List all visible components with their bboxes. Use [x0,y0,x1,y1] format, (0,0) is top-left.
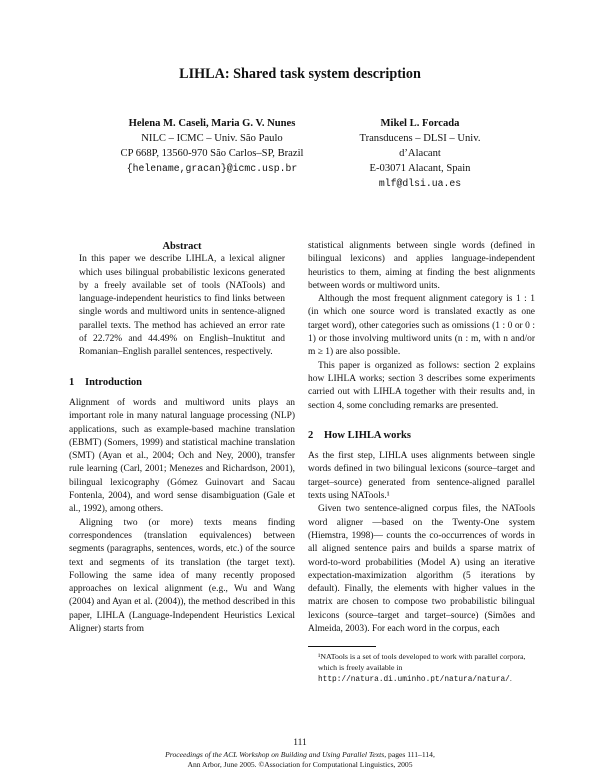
author-name: Helena M. Caseli, Maria G. V. Nunes [128,118,296,129]
paragraph: Although the most frequent alignment category is 1 : 1 (in which one source word is translated exactly as one target word), other categories such as omissions (1 : 0 or 0 : 1) or those involving multiword units (n : m, with n and/or m ≥ 1) are also possible. [308,294,535,358]
section-title: How LIHLA works [324,429,411,441]
page-number: 111 [293,738,307,748]
paragraph: Aligning two (or more) texts means finding correspondences (translation equivalences) between segments (paragraphs, sentences, words, etc.) of the source text and segments of its translation (the target text). Following the same idea of many recently proposed approaches on lexical alignment (e.g., Wu and Wang (2004) and Ayan et al. (2004)), the method described in this paper, LIHLA (Language-Independent Heuristics Lexical Aligner) starts from [69,517,295,635]
section-title: Introduction [85,376,142,388]
footnote-text: ¹NATools is a set of tools developed to work with parallel corpora, which is freely available in [318,652,526,673]
paragraph: statistical alignments between single words (defined in bilingual lexicons) and applies language-independent heuristics to them, aiming at finding the best alignments between words or multiword units. [308,241,535,291]
left-column [69,240,295,636]
author-address: E-03071 Alacant, Spain [369,163,471,174]
paragraph: Given two sentence-aligned corpus files, the NATools word aligner —based on the Twenty-One system (Hiemstra, 1998)— counts the co-occurrences of words in all aligned sentence pairs and builds a sparse matrix of word-to-word probabilities (Model A) using an iterative expectation-maximization algorithm (5 iterations by default). Finally, the elements with higher values in the matrix are chosen to compose two probabilistic bilingual lexicons (source–target and target–source) (Simões and Almeida, 2003). For each word in the corpus, each [308,504,535,635]
paper-title: LIHLA: Shared task system description [179,66,421,82]
author-block-left [106,116,318,176]
paragraph: This paper is organized as follows: section 2 explains how LIHLA works; section 3 describes some experiments carried out with LIHLA together with their results and, in section 4, some concluding remarks are presented. [308,360,535,411]
paragraph: Alignment of words and multiword units plays an important role in many natural language processing (NLP) applications, such as example-based machine translation (EBMT) (Somers, 1999) and statistical machine translation (SMT) (Ayan et al., 2004; Och and Ney, 2000), transfer rule learning (Carl, 2001; Menezes and Richardson, 2001), bilingual lexicography (Gómez Guinovart and Sacau Fontenla, 2004), and word sense disambiguation (Gale et al., 1992), among others. [69,397,295,515]
section-heading [308,429,535,442]
author-affiliation: Transducens – DLSI – Univ. d’Alacant [359,133,481,159]
proceedings-pages: , pages 111–114, [384,750,435,759]
abstract-heading: Abstract [162,241,202,252]
footnote-end: . [509,674,512,684]
proceedings-venue: Proceedings of the ACL Workshop on Building and Using Parallel Texts [165,750,385,759]
author-affiliation: NILC – ICMC – Univ. São Paulo [141,133,283,144]
paragraph: As the first step, LIHLA uses alignments between single words defined in two bilingual lexicons (source–target and target–source) generated from sentence-aligned parallel texts using NATools.¹ [308,451,535,502]
section-number: 1 [69,376,75,388]
footnote-divider [308,646,376,647]
author-address: CP 668P, 13560-970 São Carlos–SP, Brazil [120,148,304,159]
proceedings-footer [0,750,600,770]
section-heading [69,376,295,389]
abstract-text: In this paper we describe LIHLA, a lexical aligner which uses bilingual probabilistic lexicons generated by a freely available set of tools (NATools) and language-independent heuristics to find links between single words and multiword units in sentence-aligned parallel texts. The method has achieved an error rate of 22.72% and 44.49% on English–Inuktitut and Romanian–English parallel sentences, respectively. [79,254,285,358]
footnote [308,651,535,686]
author-name: Mikel L. Forcada [380,118,460,129]
proceedings-location: Ann Arbor, June 2005. ©Association for Computational Linguistics, 2005 [187,760,413,769]
author-email: {helename,gracan}@icmc.usp.br [126,163,298,174]
author-block-right [340,116,500,191]
right-column [308,240,535,686]
author-email: mlf@dlsi.ua.es [378,178,462,189]
section-number: 2 [308,429,314,441]
footnote-url[interactable]: http://natura.di.uminho.pt/natura/natura/ [318,676,510,685]
